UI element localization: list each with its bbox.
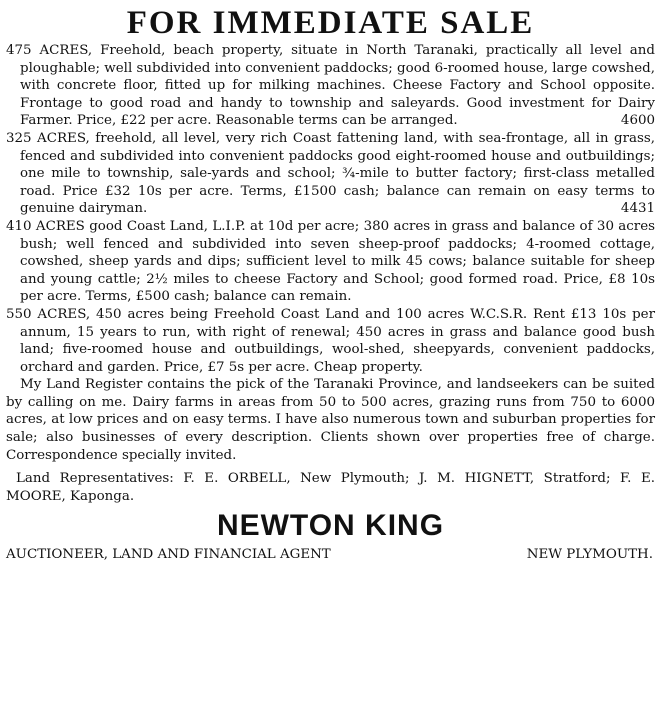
listing-item <box>6 306 655 376</box>
ad-body <box>6 42 655 505</box>
listing-text: 475 ACRES, Freehold, beach property, situate in North Taranaki, practically all level and ploughable; well subdivided into convenient paddocks; good 6-roomed house, large cowshed, with concrete floor, fitted up for milking machines. Cheese Factory and School opposite. Frontage to good road and handy to township and saleyards. Good investment for Dairy Farmer. Price, £22 per acre. Reasonable terms can be arranged. <box>6 43 655 129</box>
listing-item <box>6 218 655 306</box>
listing-text: 410 ACRES good Coast Land, L.I.P. at 10d per acre; 380 acres in grass and balance of 30 acres bush; well fenced and subdivided into seven sheep-proof paddocks; 4-roomed cottage, cowshed, sheep yards and dips; sufficient level to milk 45 cows; balance suitable for sheep and young cattle; 2½ miles to cheese Factory and School; good formed road. Price, £8 10s per acre. Terms, £500 cash; balance can remain. <box>6 218 655 305</box>
agent-name: NEWTON KING <box>216 509 445 543</box>
footer <box>6 545 655 565</box>
listing-text: 550 ACRES, 450 acres being Freehold Coast Land and 100 acres W.C.S.R. Rent £13 10s per annum, 15 years to run, with right of renewal; 450 acres in grass and balance good bush land; five-roomed house and outbuildings, wool-shed, sheepyards, convenient paddocks, orchard and garden. Price, £7 5s per acre. Cheap property. <box>6 306 655 375</box>
agent-title: AUCTIONEER, LAND AND FINANCIAL AGENT <box>6 547 331 563</box>
land-representatives: Land Representatives: F. E. ORBELL, New Plymouth; J. M. HIGNETT, Stratford; F. E. MOORE, Kaponga. <box>6 471 655 504</box>
agent-location: NEW PLYMOUTH. <box>526 547 653 563</box>
headline: FOR IMMEDIATE SALE <box>126 5 535 41</box>
listing-item <box>6 130 655 218</box>
land-register-paragraph: My Land Register contains the pick of the Taranaki Province, and landseekers can be suited by calling on me. Dairy farms in areas from 50 to 500 acres, grazing runs from 750 to 6000 acres, at low prices and on easy terms. I have also numerous town and suburban properties for sale; also businesses of every description. Clients shown over properties free of charge. Correspondence specially invited. <box>6 377 655 463</box>
listing-ref-number: 4431 <box>620 201 655 217</box>
listing-item <box>6 42 655 130</box>
listing-text: 325 ACRES, freehold, all level, very rich Coast fattening land, with sea-frontage, all in grass, fenced and subdivided into convenient paddocks good eight-roomed house and outbuildings; one mile to township, sale-yards and school; ¾-mile to butter factory; first-class metalled road. Price £32 10s per acre. Terms, £1500 cash; balance can remain on easy terms to genuine dairyman. <box>6 130 655 217</box>
listing-ref-number: 4600 <box>620 113 655 129</box>
